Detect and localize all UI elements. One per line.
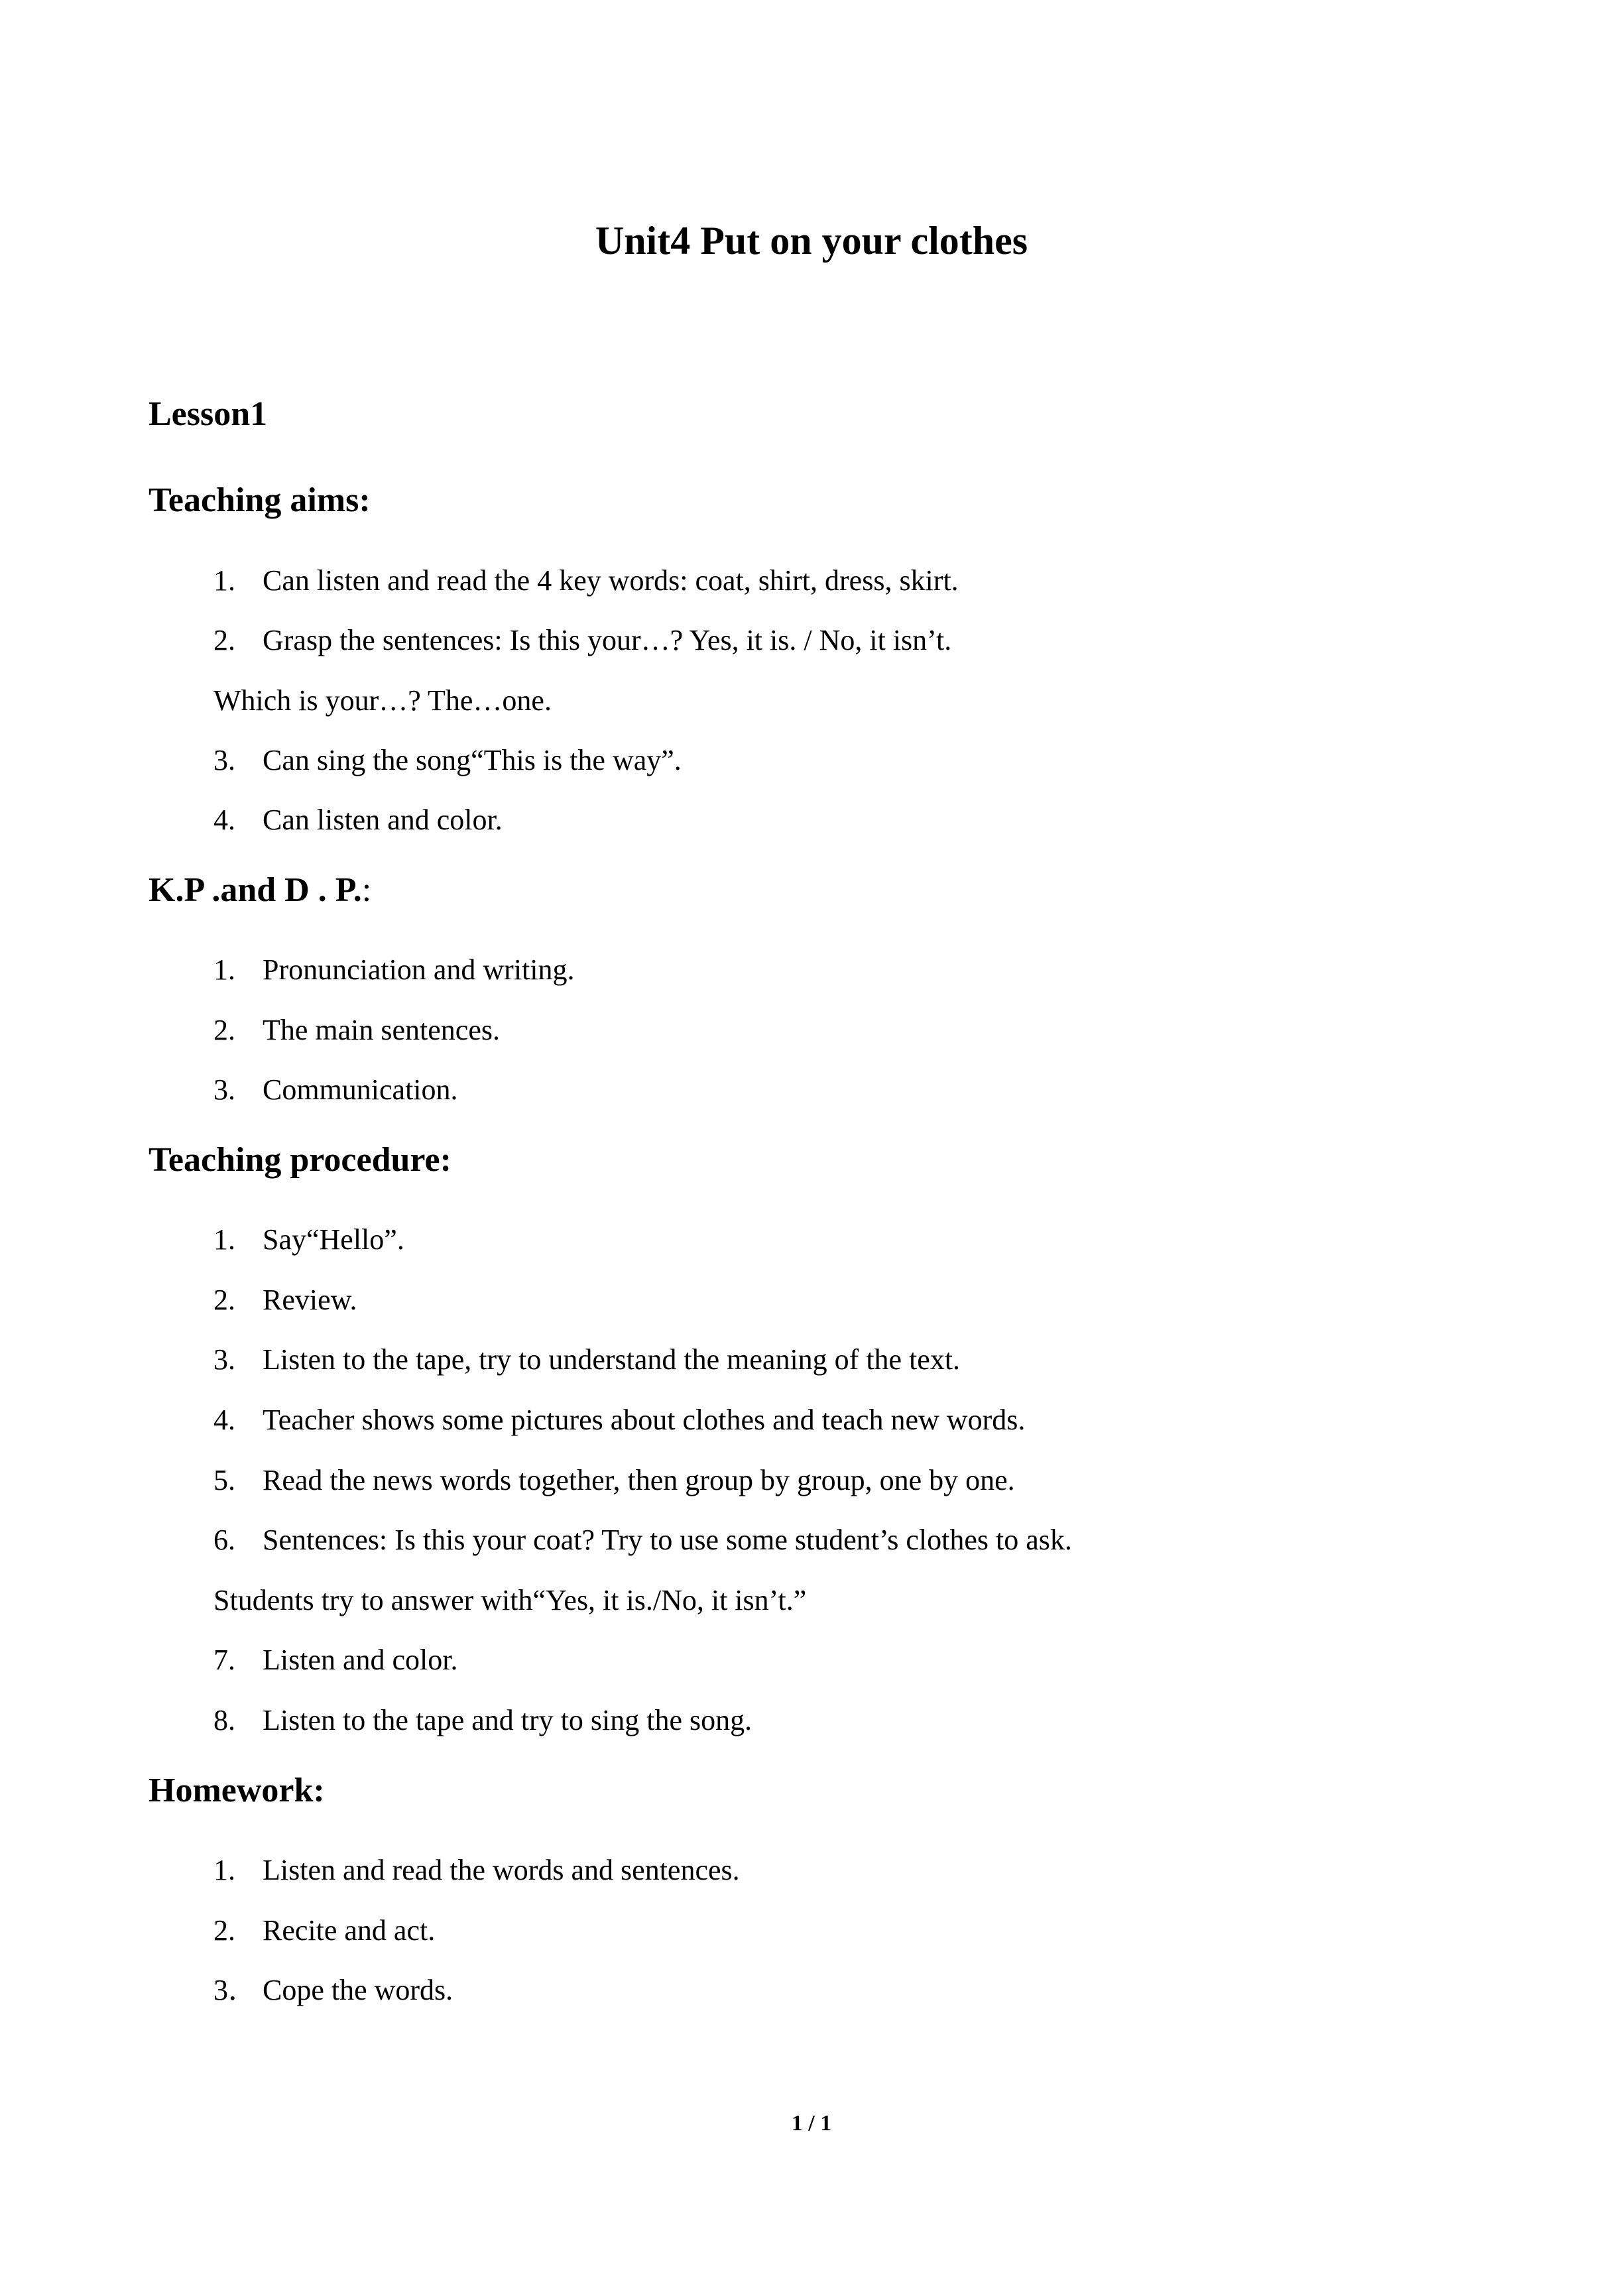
page-number: 1 / 1 [791,2111,832,2136]
item-text: Listen and color. [263,1644,458,1676]
item-number: 1. [213,564,235,597]
procedure-item [213,1640,458,1680]
teaching-procedure-heading: Teaching procedure: [149,1141,451,1179]
procedure-item [213,1701,752,1740]
item-text: Say“Hello”. [263,1223,404,1256]
item-text: Can sing the song“This is the way”. [263,744,682,776]
item-text: Listen to the tape and try to sing the song. [263,1704,752,1736]
item-number: 4. [213,1404,235,1436]
teaching-aims-heading: Teaching aims: [149,481,371,519]
item-number: 6. [213,1524,235,1556]
item-number: 3. [213,744,235,776]
item-text: Teacher shows some pictures about clothes and teach new words. [263,1404,1026,1436]
item-text: Listen to the tape, try to understand the meaning of the text. [263,1343,961,1376]
aims-item [213,800,503,840]
kp-dp-heading-bold: K.P .and D . P. [149,871,362,909]
item-number: 3. [213,1343,235,1376]
item-text: Cope the words. [263,1974,453,2006]
procedure-item [213,1461,1015,1500]
homework-item [213,1911,435,1951]
item-number: 1. [213,953,235,986]
kp-item [213,1010,500,1050]
lesson-heading: Lesson1 [149,395,268,433]
item-number: 4. [213,804,235,836]
kp-item [213,1070,458,1110]
item-number: 5. [213,1464,235,1496]
item-number: 2. [213,1914,235,1947]
item-number: 2. [213,1014,235,1046]
item-text: Communication. [263,1073,458,1106]
homework-item [213,1850,740,1890]
item-number: 2. [213,624,235,656]
procedure-item [213,1400,1025,1440]
homework-item [213,1970,453,2010]
homework-heading: Homework: [149,1772,325,1809]
document-title: Unit4 Put on your clothes [595,219,1028,263]
item-number: 1. [213,1223,235,1256]
item-text: The main sentences. [263,1014,500,1046]
item-text: Sentences: Is this your coat? Try to use some student’s clothes to ask. [263,1524,1072,1556]
kp-dp-heading [149,867,371,914]
aims-continuation-text: Which is your…? The…one. [213,684,552,717]
item-text: Can listen and color. [263,804,503,836]
procedure-item [213,1220,404,1260]
aims-item [213,621,951,660]
item-text: Pronunciation and writing. [263,953,575,986]
procedure-item [213,1340,960,1380]
item-text: Can listen and read the 4 key words: coat, shirt, dress, skirt. [263,564,959,597]
item-text: Review. [263,1284,357,1316]
procedure-continuation-text: Students try to answer with“Yes, it is./No, it isn’t.” [213,1584,807,1616]
procedure-item [213,1280,357,1320]
aims-item [213,741,682,780]
item-number: 3. [213,1073,235,1106]
item-number: 3． [213,1974,257,2006]
item-text: Grasp the sentences: Is this your…? Yes, it is. / No, it isn’t. [263,624,952,656]
aims-item [213,561,959,601]
item-number: 8. [213,1704,235,1736]
kp-dp-heading-colon: : [361,871,372,909]
item-number: 2. [213,1284,235,1316]
kp-item [213,950,575,990]
item-text: Read the news words together, then group by group, one by one. [263,1464,1015,1496]
procedure-item [213,1520,1072,1560]
item-number: 1. [213,1854,235,1886]
item-number: 7. [213,1644,235,1676]
item-text: Recite and act. [263,1914,436,1947]
item-text: Listen and read the words and sentences. [263,1854,740,1886]
